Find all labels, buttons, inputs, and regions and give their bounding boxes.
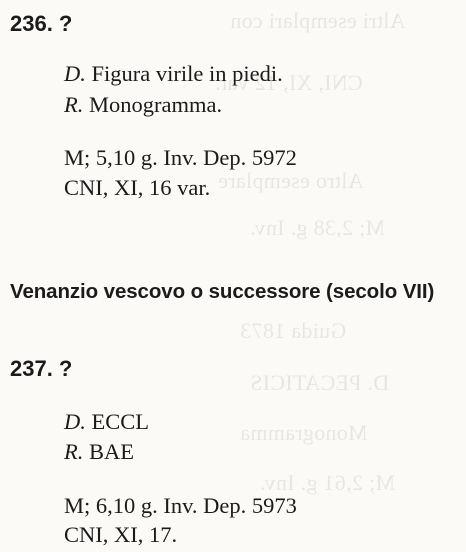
entry-number: 236. ? <box>10 11 73 36</box>
coin-details: M; 5,10 g. Inv. Dep. 5972 <box>64 145 297 170</box>
obverse-description <box>64 63 283 86</box>
reverse-prefix: R. <box>64 439 84 464</box>
reverse-text: BAE <box>89 439 134 464</box>
reverse-description <box>64 441 134 464</box>
coin-details: M; 6,10 g. Inv. Dep. 5973 <box>64 493 297 518</box>
obverse-description <box>64 411 149 434</box>
obverse-prefix: D. <box>64 61 86 86</box>
obverse-text: Figura virile in piedi. <box>91 61 283 86</box>
obverse-prefix: D. <box>64 409 86 434</box>
reverse-prefix: R. <box>64 92 84 117</box>
obverse-text: ECCL <box>91 409 150 434</box>
catalog-reference: CNI, XI, 17. <box>64 522 178 547</box>
entry-number: 237. ? <box>10 356 73 381</box>
catalog-reference: CNI, XI, 16 var. <box>64 175 211 200</box>
reverse-text: Monogramma. <box>89 92 223 117</box>
show-through-text: Altri esemplari con CNI, XI, 12 var. Altro esemplare M; 2,38 g. Inv. Guida 1873 D. PECATICIS Monogramma M; 2,61 g. Inv. <box>215 8 406 495</box>
reverse-description <box>64 94 222 117</box>
section-heading: Venanzio vescovo o successore (secolo VII) <box>10 280 435 303</box>
